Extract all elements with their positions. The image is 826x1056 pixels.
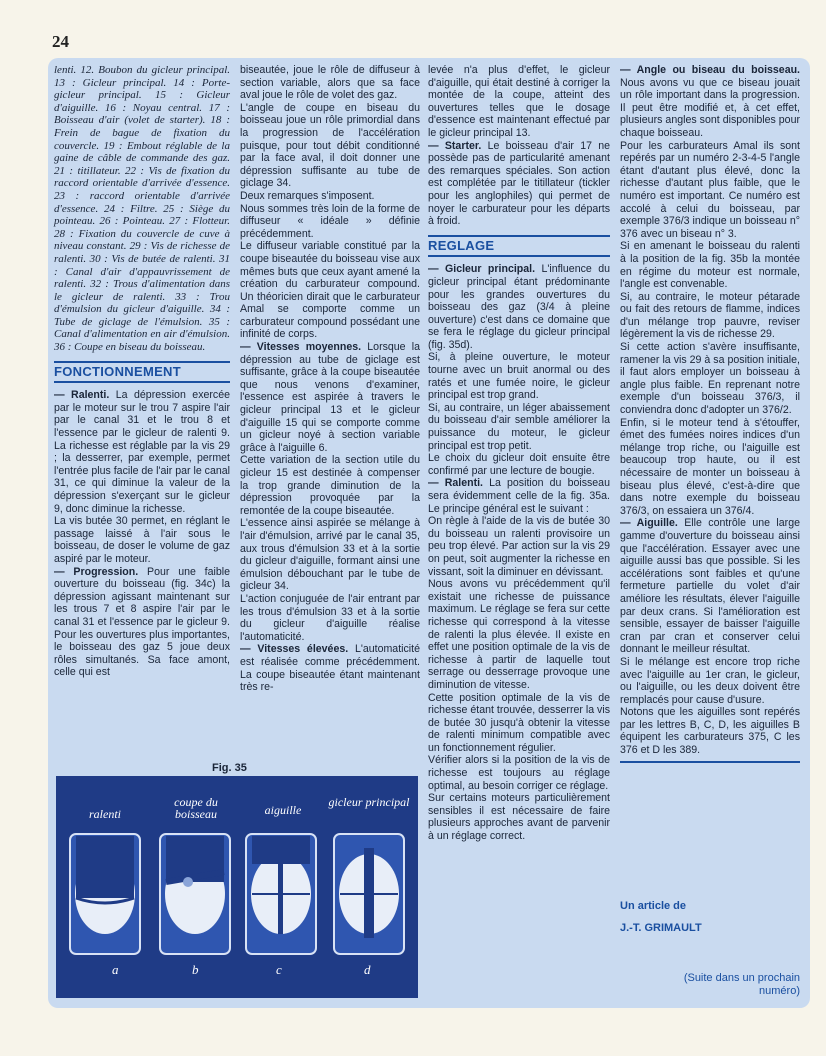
ralenti2-text-6: Sur certains moteurs particulièrement sensibles il est nécessaire de faire plusieurs approches avant de parvenir à un réglage correct. — [428, 792, 610, 843]
continuation-line-2: numéro) — [759, 985, 800, 997]
angle-text-2: Pour les carburateurs Amal ils sont repérés par un numéro 2-3-4-5 l'angle étant d'autant plus élevé, donc la richesse d'autant plus faible, que le numéro est important. Ce numéro est accolé à celui du boisseau, par exemple 376/3 indique un boisseau n° 376 avec un biseau n° 3. — [620, 139, 800, 240]
gicleur-principal-text-4: Le choix du gicleur doit ensuite être confirmé par une lecture de bougie. — [428, 452, 610, 477]
ralenti-text-1: La dépression exercée par le moteur sur le trou 7 aspire l'air par le canal 31 et le trou 8 et l'essence par le gicleur de ralenti 9. La richesse est réglable par la vis 29 ; la desserrer, par exemple, permet l'entrée plus facile de l'air par le canal 31, ce qui diminue la valeur de la dépression s'exerçant sur le gicleur 9, donc diminue la richesse. — [54, 389, 230, 515]
page-number: 24 — [52, 32, 69, 51]
col2-text-4: Nous sommes très loin de la forme de diffuseur « idéale » définie précédemment. — [240, 202, 420, 240]
gicleur-principal-text-1: L'influence du gicleur principal étant prédominante pour les grandes ouvertures du boisseau des gaz (3/4 à pleine ouverture) c'est dans ce domaine que se fera le réglage du gicleur principal (fig. 35d). — [428, 263, 610, 351]
angle-text-5: Si cette action s'avère insuffisante, ramener la vis 29 à sa position initiale, il faut alors employer un boisseau à angle plus faible. En reprenant notre exemple d'un boisseau 376/3, il conviendra donc d'adopter un 376/2. — [620, 341, 800, 417]
vitesses-moyennes-text-1: Lorsque la dépression au tube de giclage est suffisante, grâce à la coupe biseautée que nous venons d'examiner, l'essence est aspirée à travers le gicleur principal 13 et le gicleur d'aiguille 15 qui se comporte comme un gicleur noyé à section variable grâce à l'aiguille 6. — [240, 341, 420, 454]
angle-text-1: Nous avons vu que ce biseau jouait un rôle important dans la progression. Il peut être modifié et, à cet effet, plusieurs angles sont disponibles pour chaque boisseau. — [620, 76, 800, 139]
continuation-line-1: (Suite dans un prochain — [683, 972, 800, 984]
ralenti2-text-4: Cette position optimale de la vis de richesse étant trouvée, desserrer la vis de butée 30 jusqu'à obtenir la vitesse de ralenti minimum compatible avec un fonctionnement régulier. — [428, 691, 610, 754]
column-2 — [240, 64, 420, 694]
carburetor-section-c — [246, 834, 316, 954]
ralenti-paragraph — [54, 389, 230, 515]
continuation-note — [620, 972, 800, 998]
vitesses-moyennes-text-4: L'action conjuguée de l'air entrant par les trous d'émulsion 33 et à la sortie du gicleur d'aiguille réalise l'automaticité. — [240, 592, 420, 643]
starter-text: Le boisseau d'air 17 ne possède pas de particularité amenant des remarques spéciales. Son action est complétée par le titillateur (tickler pour les anglophiles) qui permet de noyer le carburateur pour les départs à froid. — [428, 139, 610, 228]
article-author: J.-T. GRIMAULT — [620, 922, 702, 934]
gicleur-principal-paragraph — [428, 263, 610, 351]
figure-legend: lenti. 12. Boubon du gicleur principal. 13 : Gicleur principal. 14 : Porte-gicleur principal. 15 : Gicleur d'aiguille. 16 : Noyau central. 17 : Boisseau d'air (volet de starter). 18 : Frein de bague de fixation du couvercle. 19 : Embout réglable de la gaine de câble de commande des gaz. 21 : titillateur. 22 : Vis de fixation du raccord orientable d'arrivée d'essence. 23 : raccord orientable d'arrivée d'essence. 24 : Filtre. 25 : Siège du pointeau. 26 : Pointeau. 27 : Flotteur. 28 : Fixation du couvercle de cuve à niveau constant. 29 : Vis de richesse de ralenti. 30 : Vis de butée de ralenti. 31 : Canal d'air d'appauvrissement de ralenti. 32 : Trous d'alimentation dans le gicleur de ralenti. 33 : Trou d'émulsion du gicleur d'aiguille. 34 : Tube de giclage de l'émulsion. 35 : Canal d'alimentation en air d'émulsion. 36 : Coupe en biseau du boisseau. — [54, 64, 230, 354]
figure-panel-d-letter: d — [364, 962, 371, 977]
heading-fonctionnement: FONCTIONNEMENT — [54, 361, 230, 384]
figure-panel-b-title: coupe du boisseau — [174, 795, 218, 821]
figure-panel-b-letter: b — [192, 962, 199, 977]
angle-text-6: Enfin, si le moteur tend à s'étouffer, émet des fumées noires indices d'un mélange trop riche, ou l'aiguille est beaucoup trop haute, ou il est nécessaire de monter un boisseau à biseau plus élevé, c'est-à-dire que dans notre exemple du boisseau 376/3, on essaiera un 376/4. — [620, 416, 800, 517]
col2-text-3: Deux remarques s'imposent. — [240, 189, 375, 202]
ralenti2-title: — Ralenti. — [428, 477, 483, 490]
figure-35 — [56, 776, 418, 998]
carburetor-section-d — [334, 834, 404, 954]
starter-title: — Starter. — [428, 139, 482, 152]
column-3 — [428, 64, 610, 843]
starter-paragraph — [428, 140, 610, 228]
figure-panel-c-letter: c — [276, 962, 282, 977]
col3-text-1: levée n'a plus d'effet, le gicleur d'aiguille, qui était destiné à corriger la montée de la coupe, atteint des ouvertures telles que le dosage d'essence est maintenant effectué par le gicleur principal 13. — [428, 64, 610, 139]
figure-panel-c-title: aiguille — [264, 803, 302, 817]
aiguille-text-2: Si le mélange est encore trop riche avec l'aiguille au 1er cran, le gicleur, ou l'aiguille, ou les deux doivent être remplacés pour cause d'usure. — [620, 655, 800, 706]
ralenti2-text-3: Nous avons vu précédemment qu'il existait une richesse de puissance maximum. Le réglage se fera sur cette richesse qui correspond à la vitesse de ralenti la plus élevée. Il existe en effet une position optimale de la vis de richesse à partir de laquelle tout serrage ou desserrage provoque une diminution de vitesse. — [428, 578, 610, 691]
figure-label: Fig. 35 — [212, 762, 247, 774]
ralenti2-text-1: La position du boisseau sera évidemment celle de la fig. 35a. Le principe général est le suivant : — [428, 477, 610, 515]
angle-text-4: Si, au contraire, le moteur pétarade ou fait des retours de flamme, indices d'un mélange trop pauvre, reviser légèrement la vis de richesse 29. — [620, 290, 800, 341]
gicleur-principal-text-3: Si, au contraire, un léger abaissement du boisseau d'air semble améliorer la puissance du moteur, le gicleur principal est trop petit. — [428, 401, 610, 452]
ralenti-title: — Ralenti. — [54, 389, 110, 402]
aiguille-title: — Aiguille. — [620, 517, 678, 530]
vitesses-moyennes-title: — Vitesses moyennes. — [240, 341, 362, 354]
ralenti2-paragraph — [428, 477, 610, 515]
vitesses-elevees-text: L'automaticité est réalisée comme précédemment. La coupe biseautée étant maintenant très re- — [240, 643, 420, 694]
vitesses-moyennes-text-3: L'essence ainsi aspirée se mélange à l'air d'émulsion, arrivé par le canal 35, aux trous d'émulsion 33 et à la sortie du gicleur d'aiguille, formant ainsi une émulsion débouchant par le tube de gicleur 34. — [240, 517, 420, 593]
carburetor-section-a — [70, 834, 140, 954]
progression-paragraph — [54, 566, 230, 679]
column-1 — [54, 64, 230, 679]
vitesses-moyennes-paragraph — [240, 341, 420, 454]
gicleur-principal-text-2: Si, à pleine ouverture, le moteur tourne avec un bruit anormal ou des ratés et une fumée noire, le gicleur principal est trop grand. — [428, 351, 610, 402]
progression-title: — Progression. — [54, 565, 139, 578]
column-4 — [620, 64, 800, 769]
heading-reglage: REGLAGE — [428, 235, 610, 258]
angle-text-3: Si en amenant le boisseau du ralenti à la position de la fig. 35b la montée en régime du moteur est normale, l'angle est convenable. — [620, 240, 800, 291]
figure-panel-a-letter: a — [112, 962, 119, 977]
progression-text: Pour une faible ouverture du boisseau (fig. 34c) la dépression agissant maintenant sur les trous 7 et 8 aspire l'air par le canal 31 et l'essence par le gicleur 9. Pour les ouvertures plus importantes, le boisseau des gaz 5 joue deux rôles simultanés. Sa face amont, celle qui est — [54, 565, 231, 679]
carburetor-section-b — [160, 834, 230, 954]
angle-title: — Angle ou biseau du boisseau. — [620, 64, 800, 76]
vitesses-moyennes-text-2: Cette variation de la section utile du gicleur 15 est destinée à compenser la trop grande diminution de la dépression provoquée par la remontée de la coupe biseautée. — [240, 454, 420, 517]
article-credit-intro: Un article de — [620, 900, 687, 912]
aiguille-text-1: Elle contrôle une large gamme d'ouverture du boisseau ainsi que l'accélération. Essayer avec une aiguille aussi bas que possible. Si les accélérations sont faibles et qu'une fermeture partielle du volet d'air améliore les résultats, élever l'aiguille par deux crans. Si l'amélioration est sensible, essayer de baisser l'aiguille cran par cran et conserver celui donnant le meilleur résultat. — [620, 517, 800, 656]
ralenti2-text-2: On règle à l'aide de la vis de butée 30 du boisseau un ralenti provisoire un peu trop élevé. Par action sur la vis 29 on peut, soit augmenter la richesse en vissant, soit la diminuer en dévissant. — [428, 515, 610, 578]
angle-paragraph — [620, 64, 800, 140]
ralenti-text-2: La vis butée 30 permet, en réglant le passage laissé à l'air sous le boisseau, de doser le volume de gaz aspiré par le moteur. — [54, 515, 230, 565]
aiguille-paragraph — [620, 517, 800, 656]
col2-text-2: L'angle de coupe en biseau du boisseau joue un rôle primordial dans la progression de l'accélération puisque, pour tout débit conditionné par la face aval, il doit donner une dépression suffisante au tube de giclage 34. — [240, 101, 420, 190]
col2-text-5: Le diffuseur variable constitué par la coupe biseautée du boisseau vise aux mêmes buts que ceux ayant amené la création du carburateur compound. Un théoricien dirait que le carburateur Amal se comporte comme un carburateur compound possédant une infinité de corps. — [240, 240, 420, 341]
ralenti2-text-5: Vérifier alors si la position de la vis de richesse est toujours au réglage optimal, au besoin corriger ce réglage. — [428, 754, 610, 792]
aiguille-text-3: Notons que les aiguilles sont repérés par les lettres B, C, D, les aiguilles B équipent les carburateurs 375, C les 376 et D les 389. — [620, 706, 800, 757]
figure-panel-d-title: gicleur principal — [328, 795, 410, 809]
gicleur-principal-title: — Gicleur principal. — [428, 263, 536, 276]
article-divider — [620, 761, 800, 763]
col2-text-1: biseautée, joue le rôle de diffuseur à section variable, alors que sa face aval joue le rôle de volet des gaz. — [240, 64, 420, 102]
article-credit — [620, 900, 800, 934]
vitesses-elevees-title: — Vitesses élevées. — [240, 643, 349, 656]
vitesses-elevees-paragraph — [240, 643, 420, 693]
figure-panel-a-title: ralenti — [89, 807, 121, 821]
